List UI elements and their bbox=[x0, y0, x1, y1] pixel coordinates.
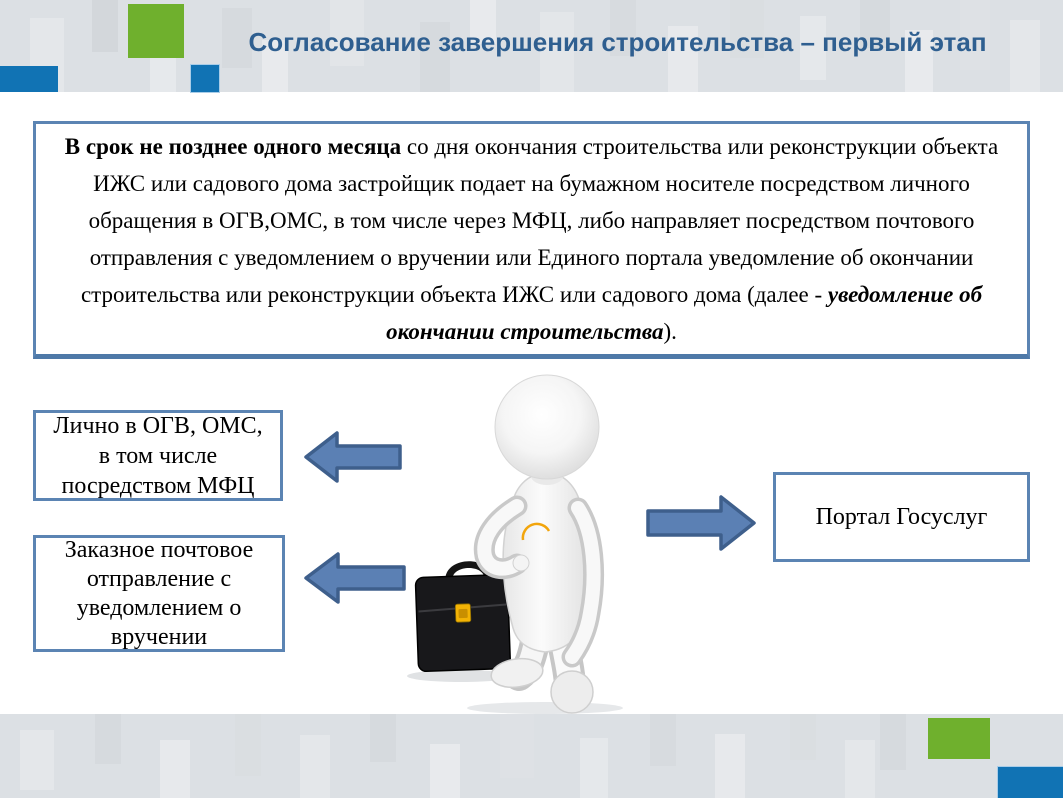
mosaic-tile bbox=[880, 714, 906, 770]
channel-portal-label: Портал Госуслуг bbox=[815, 503, 988, 530]
notice-box bbox=[33, 121, 1030, 359]
mosaic-tile bbox=[580, 738, 608, 798]
mosaic-tile bbox=[300, 735, 330, 798]
mosaic-tile bbox=[650, 714, 676, 766]
notice-italic-term: уведомление об окончании строительства bbox=[386, 282, 983, 344]
mosaic-tile bbox=[845, 740, 875, 798]
channel-mail-label: Заказное почтовое отправление с уведомлением о вручении bbox=[64, 536, 254, 650]
decor-blue-square-footer bbox=[997, 766, 1063, 798]
figure-shadow bbox=[467, 702, 623, 714]
decor-blue-square-small bbox=[190, 64, 220, 93]
mosaic-tile bbox=[430, 744, 460, 798]
arrow-right-to-portal-icon bbox=[645, 492, 757, 554]
mosaic-tile bbox=[92, 0, 118, 52]
channel-box-mail bbox=[33, 535, 285, 652]
decor-green-square bbox=[128, 4, 184, 58]
mosaic-tile bbox=[370, 714, 396, 762]
arrow-left-to-mail-icon bbox=[303, 551, 407, 605]
page-title: Согласование завершения строительства – первый этап bbox=[248, 27, 987, 57]
decor-blue-bar-left bbox=[0, 66, 58, 92]
notice-closing: ). bbox=[663, 319, 677, 344]
channel-box-portal bbox=[773, 472, 1030, 562]
arrow-left-to-personal-icon bbox=[303, 430, 403, 484]
mosaic-tile bbox=[715, 734, 745, 798]
mosaic-tile bbox=[500, 714, 534, 778]
notice-text bbox=[36, 122, 1027, 356]
channel-box-personal bbox=[33, 410, 283, 501]
notice-body-text: со дня окончания строительства или реконструкции объекта ИЖС или садового дома застройщик подает на бумажном носителе посредством личного обращения в ОГВ,ОМС, в том числе через МФЦ, либо направляет посредством почтового отправления с уведомлением о вручении или Единого портала уведомление об окончании строительства или реконструкции объекта ИЖС или садового дома (далее - bbox=[80, 134, 999, 307]
mosaic-tile bbox=[20, 730, 54, 790]
footer-band bbox=[0, 714, 1063, 798]
decor-green-square-footer bbox=[928, 718, 990, 759]
mosaic-tile bbox=[235, 714, 261, 776]
person-with-briefcase-illustration bbox=[395, 370, 645, 715]
mosaic-tile bbox=[160, 740, 190, 798]
mosaic-tile bbox=[790, 714, 816, 760]
mosaic-tile bbox=[95, 714, 121, 764]
channel-personal-label: Лично в ОГВ, ОМС, в том числе посредством МФЦ bbox=[53, 412, 263, 499]
notice-bold-lead: В срок не позднее одного месяца bbox=[64, 134, 402, 159]
